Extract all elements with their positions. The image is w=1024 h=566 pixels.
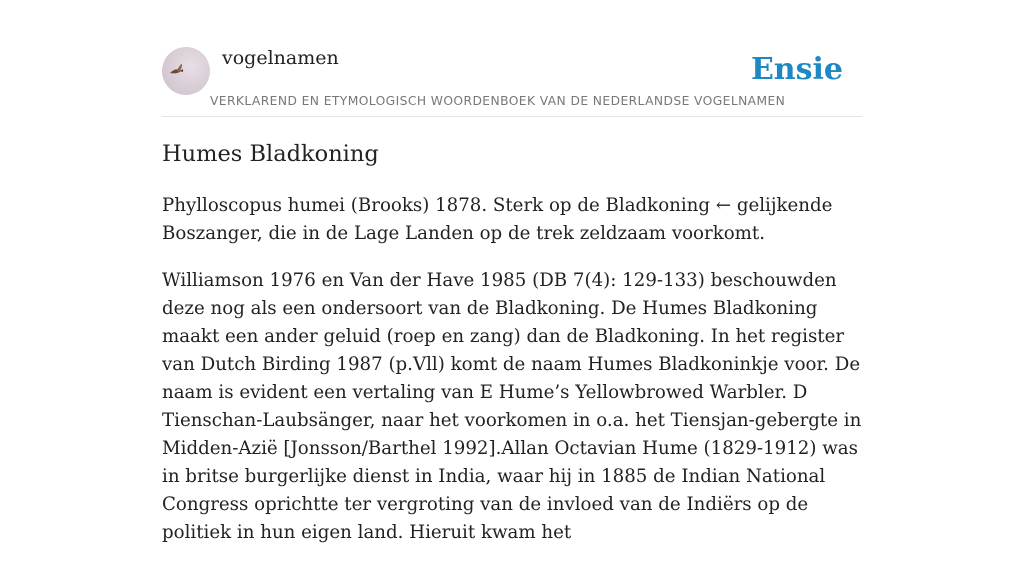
article-body xyxy=(162,192,862,566)
page-title: Humes Bladkoning xyxy=(162,141,379,167)
site-subtitle: VERKLAREND EN ETYMOLOGISCH WOORDENBOEK VAN DE NEDERLANDSE VOGELNAMEN xyxy=(210,94,786,108)
ensie-logo-link[interactable]: Ensie xyxy=(750,52,843,87)
bird-icon xyxy=(162,47,210,95)
article-paragraph-2: Williamson 1976 en Van der Have 1985 (DB 7(4): 129-133) beschouwden deze nog als een ondersoort van de Bladkoning. De Humes Bladkoning maakt een ander geluid (roep en zang) dan de Bladkoning. In het register van Dutch Birding 1987 (p.Vll) komt de naam Humes Bladkoninkje voor. De naam is evident een vertaling van E Hume’s Yellowbrowed Warbler. D Tienschan-Laubsänger, naar het voorkomen in o.a. het Tiensjan-gebergte in Midden-Azië [Jonsson/Barthel 1992].Allan Octavian Hume (1829-1912) was in britse burgerlijke dienst in India, waar hij in 1885 de Indian National Congress oprichtte ter vergroting van de invloed van de Indiërs op de politiek in hun eigen land. Hieruit kwam het xyxy=(162,270,862,543)
article-paragraph-1: Phylloscopus humei (Brooks) 1878. Sterk op de Bladkoning ← gelijkende Boszanger, die in de Lage Landen op de trek zeldzaam voorkomt. xyxy=(162,195,833,244)
site-header xyxy=(162,46,862,117)
site-name[interactable]: vogelnamen xyxy=(222,47,339,69)
site-avatar[interactable] xyxy=(162,47,210,95)
